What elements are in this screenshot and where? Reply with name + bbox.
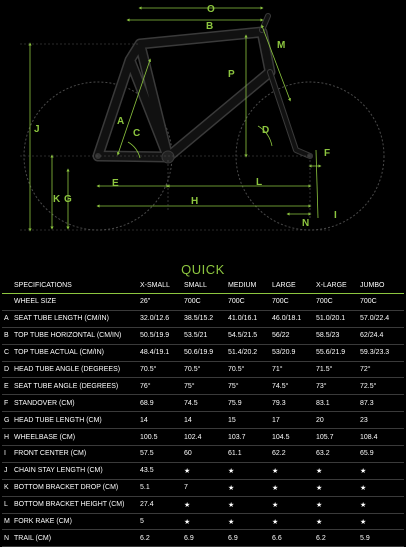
table-row xyxy=(2,479,404,496)
table-cell: ★ xyxy=(316,518,323,526)
table-cell: 58.5/23 xyxy=(316,332,340,340)
table-row xyxy=(2,530,404,547)
row-letter: B xyxy=(4,332,9,340)
table-cell: 71° xyxy=(272,366,283,373)
table-cell: 5 xyxy=(140,518,144,526)
column-header-medium: MEDIUM xyxy=(228,277,272,294)
row-letter: L xyxy=(4,501,8,509)
table-row xyxy=(2,412,404,429)
row-letter: H xyxy=(4,433,10,441)
row-label: HEAD TUBE ANGLE (DEGREES) xyxy=(14,366,121,373)
dim-label-f: F xyxy=(324,148,331,159)
table-cell: 102.4 xyxy=(184,433,202,441)
dim-label-o: O xyxy=(207,4,215,15)
table-cell: 75.9 xyxy=(228,399,242,407)
table-cell: 63.2 xyxy=(316,450,330,458)
table-cell: ★ xyxy=(360,467,367,475)
table-cell: ★ xyxy=(184,467,191,475)
dim-label-h: H xyxy=(191,196,199,207)
row-letter: K xyxy=(4,484,9,492)
table-cell: 57.5 xyxy=(140,450,154,458)
table-row xyxy=(2,496,404,513)
table-cell: 62/24.4 xyxy=(360,332,384,340)
row-label: SEAT TUBE LENGTH (CM/IN) xyxy=(14,315,109,323)
table-cell: 15 xyxy=(228,416,236,424)
table-cell: 72° xyxy=(360,366,371,373)
dim-label-c: C xyxy=(133,128,141,139)
table-cell: 75° xyxy=(184,382,195,390)
table-row xyxy=(2,361,404,378)
table-cell: 55.6/21.9 xyxy=(316,349,346,357)
dim-label-n: N xyxy=(302,218,310,229)
table-cell: ★ xyxy=(228,518,235,526)
dim-label-i: I xyxy=(334,210,337,221)
bike-frame xyxy=(95,16,313,163)
table-cell: 700C xyxy=(228,298,245,306)
table-cell: ★ xyxy=(228,467,235,475)
table-cell: 46.0/18.1 xyxy=(272,315,302,323)
dim-label-k: K xyxy=(53,194,61,205)
dim-label-p: P xyxy=(228,69,235,80)
table-cell: 700C xyxy=(360,298,377,306)
table-cell: ★ xyxy=(184,501,191,509)
row-letter: E xyxy=(4,382,9,390)
table-cell: 54.5/21.5 xyxy=(228,332,258,340)
table-cell: 6.2 xyxy=(316,534,326,542)
table-cell: 87.3 xyxy=(360,399,374,407)
row-label: WHEELBASE (CM) xyxy=(14,433,76,441)
table-cell: 65.9 xyxy=(360,450,374,458)
dim-label-e: E xyxy=(112,178,119,189)
row-label: BOTTOM BRACKET DROP (CM) xyxy=(14,484,119,492)
table-row xyxy=(2,378,404,395)
table-cell: 700C xyxy=(316,298,333,306)
table-cell: ★ xyxy=(360,518,367,526)
row-letter: G xyxy=(4,416,10,424)
table-row xyxy=(2,462,404,479)
table-cell: 6.9 xyxy=(184,534,194,542)
table-cell: ★ xyxy=(272,467,279,475)
table-cell: 103.7 xyxy=(228,433,246,441)
table-cell: 38.5/15.2 xyxy=(184,315,214,323)
table-row xyxy=(2,294,404,311)
table-cell: 14 xyxy=(140,416,148,424)
column-header-x-large: X-LARGE xyxy=(316,277,360,294)
table-row xyxy=(2,344,404,361)
row-label: FRONT CENTER (CM) xyxy=(14,450,87,458)
row-label: TOP TUBE ACTUAL (CM/IN) xyxy=(14,349,104,357)
dim-label-g: G xyxy=(64,194,72,205)
table-header-row xyxy=(2,277,404,294)
table-cell: 48.4/19.1 xyxy=(140,349,170,357)
dim-label-m: M xyxy=(277,40,286,51)
row-label: FORK RAKE (CM) xyxy=(14,518,72,526)
model-name: QUICK xyxy=(181,262,225,277)
row-label: SEAT TUBE ANGLE (DEGREES) xyxy=(14,382,119,390)
table-cell: 62.2 xyxy=(272,450,286,458)
table-cell: ★ xyxy=(272,484,279,492)
dim-label-d: D xyxy=(262,125,270,136)
table-cell: 83.1 xyxy=(316,399,330,407)
table-cell: ★ xyxy=(360,484,367,492)
table-cell: ★ xyxy=(184,518,191,526)
table-row xyxy=(2,446,404,463)
row-letter: N xyxy=(4,534,10,542)
row-letter: F xyxy=(4,399,9,407)
table-row xyxy=(2,310,404,327)
column-header-small: SMALL xyxy=(184,277,228,294)
geometry-spec-table xyxy=(2,277,404,547)
table-cell: ★ xyxy=(360,501,367,509)
row-label: WHEEL SIZE xyxy=(14,298,57,306)
table-cell: 61.1 xyxy=(228,450,242,458)
table-cell: 75° xyxy=(228,382,239,390)
row-letter xyxy=(2,294,14,311)
table-cell: 74.5 xyxy=(184,399,198,407)
table-cell: 56/22 xyxy=(272,332,290,340)
table-cell: 14 xyxy=(184,416,192,424)
table-cell: ★ xyxy=(316,501,323,509)
bike-geometry-diagram xyxy=(0,0,406,255)
table-cell: 108.4 xyxy=(360,433,378,441)
table-cell: 53.5/21 xyxy=(184,332,208,340)
table-body xyxy=(2,294,404,547)
table-cell: ★ xyxy=(272,501,279,509)
table-cell: 59.3/23.3 xyxy=(360,349,390,357)
dim-label-a: A xyxy=(117,116,125,127)
row-letter: J xyxy=(4,467,8,475)
table-cell: 32.0/12.6 xyxy=(140,315,170,323)
column-header-jumbo: JUMBO xyxy=(360,277,404,294)
row-label: BOTTOM BRACKET HEIGHT (CM) xyxy=(14,501,125,509)
table-cell: 41.0/16.1 xyxy=(228,315,258,323)
table-row xyxy=(2,327,404,344)
table-cell: 70.5° xyxy=(228,366,245,373)
column-header-specifications: SPECIFICATIONS xyxy=(14,277,140,294)
dim-label-l: L xyxy=(256,177,263,188)
table-cell: 105.7 xyxy=(316,433,334,441)
table-cell: 6.9 xyxy=(228,534,238,542)
table-cell: 70.5° xyxy=(140,366,157,373)
table-cell: 700C xyxy=(184,298,201,306)
table-cell: 7 xyxy=(184,484,188,492)
row-letter: C xyxy=(4,349,10,357)
row-label: TRAIL (CM) xyxy=(14,534,52,542)
table-cell: 20 xyxy=(316,416,324,424)
table-cell: 79.3 xyxy=(272,399,286,407)
row-label: TOP TUBE HORIZONTAL (CM/IN) xyxy=(14,332,122,340)
table-cell: 60 xyxy=(184,450,192,458)
table-cell: 51.4/20.2 xyxy=(228,349,258,357)
table-cell: 50.6/19.9 xyxy=(184,349,214,357)
row-letter: M xyxy=(4,518,10,526)
table-cell: 104.5 xyxy=(272,433,290,441)
dim-label-b: B xyxy=(206,21,214,32)
table-cell: 5.9 xyxy=(360,534,370,542)
table-cell: ★ xyxy=(316,467,323,475)
table-cell: 70.5° xyxy=(184,366,201,373)
table-cell: 6.6 xyxy=(272,534,282,542)
table-cell: 72.5° xyxy=(360,382,377,390)
table-row xyxy=(2,429,404,446)
table-cell: 71.5° xyxy=(316,366,333,373)
table-cell: 5.1 xyxy=(140,484,150,492)
table-cell: 74.5° xyxy=(272,382,289,390)
row-letter: I xyxy=(4,450,6,458)
row-label: HEAD TUBE LENGTH (CM) xyxy=(14,416,102,424)
table-cell: 57.0/22.4 xyxy=(360,315,390,323)
table-row xyxy=(2,513,404,530)
table-cell: 100.5 xyxy=(140,433,158,441)
row-label: STANDOVER (CM) xyxy=(14,399,75,407)
table-cell: ★ xyxy=(272,518,279,526)
table-cell: 23 xyxy=(360,416,368,424)
table-cell: 43.5 xyxy=(140,467,154,475)
row-letter: A xyxy=(4,315,9,323)
table-cell: 26" xyxy=(140,298,151,306)
row-letter: D xyxy=(4,366,10,373)
table-cell: 6.2 xyxy=(140,534,150,542)
table-cell: 68.9 xyxy=(140,399,154,407)
table-cell: 700C xyxy=(272,298,289,306)
column-header-x-small: X-SMALL xyxy=(140,277,184,294)
column-header-large: LARGE xyxy=(272,277,316,294)
row-label: CHAIN STAY LENGTH (CM) xyxy=(14,467,103,475)
table-cell: 76° xyxy=(140,382,151,390)
table-cell: 27.4 xyxy=(140,501,154,509)
table-cell: 73° xyxy=(316,382,327,390)
table-cell: 17 xyxy=(272,416,280,424)
table-cell: ★ xyxy=(228,501,235,509)
table-cell: ★ xyxy=(316,484,323,492)
dim-label-j: J xyxy=(34,124,40,135)
table-cell: ★ xyxy=(228,484,235,492)
table-row xyxy=(2,395,404,412)
table-cell: 51.0/20.1 xyxy=(316,315,346,323)
table-cell: 53/20.9 xyxy=(272,349,296,357)
table-cell: 50.5/19.9 xyxy=(140,332,170,340)
